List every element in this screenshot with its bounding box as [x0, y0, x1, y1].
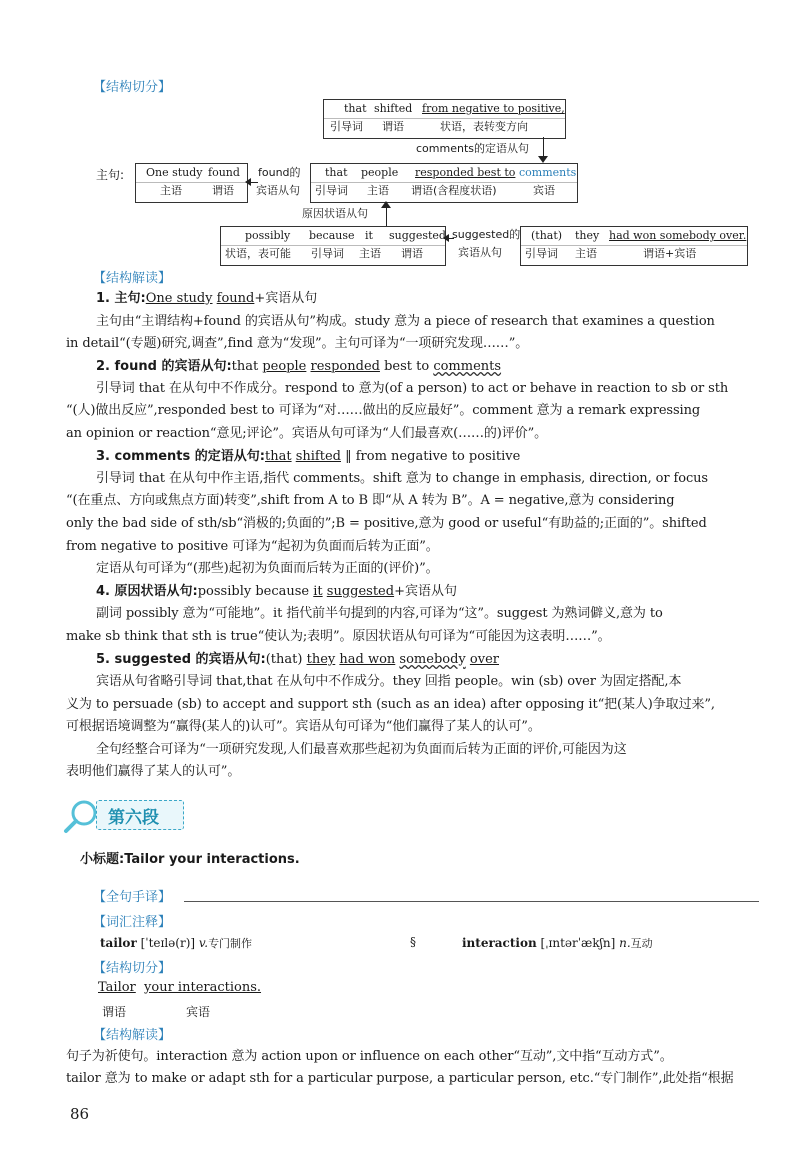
main-clause-label: 主句:: [96, 168, 125, 182]
heading-object-clause: [96, 356, 501, 378]
clause-role: 引导词: [315, 184, 348, 197]
struct-tag-2: 【结构切分】: [93, 961, 172, 976]
heading-verb: had won: [339, 652, 396, 667]
paragraph-line: “(人)做出反应”,responded best to 可译为“对……做出的反应最好”。comment 意为 a remark expressing: [66, 403, 701, 418]
main-clause-box: [135, 163, 248, 203]
heading-num: 4. 原因状语从句:: [96, 584, 198, 599]
heading-main-clause: [96, 288, 317, 310]
heading-subject: people: [262, 359, 307, 374]
vocab-word: interaction: [462, 936, 537, 950]
heading-suggested-clause: [96, 649, 499, 671]
vocab-phonetic: [ˌɪntərˈækʃn]: [540, 936, 616, 950]
arrow-label-reason: 原因状语从句: [302, 207, 368, 220]
suggested-clause-box: [520, 226, 748, 266]
vocab-phonetic: [ˈteɪlə(r)]: [140, 936, 196, 950]
clause-word: from negative to positive,: [422, 102, 565, 115]
clause-role: 主语: [359, 247, 381, 260]
vocab-meaning: 互动: [630, 937, 653, 950]
subtitle: 小标题:Tailor your interactions.: [80, 852, 300, 867]
heading-word: best to: [379, 359, 434, 374]
segment-words: [98, 980, 261, 995]
paragraph-line: 定语从句可译为“(那些)起初为负面而后转为正面的(评价)”。: [96, 561, 439, 576]
clause-word: it: [365, 229, 373, 242]
clause-role: 状语，表转变方向: [440, 120, 528, 133]
clause-word: (that): [531, 229, 563, 242]
paragraph-line: 副词 possibly 意为“可能地”。it 指代前半句提到的内容,可译为“这”。suggest 为熟词僻义,意为 to: [96, 606, 663, 621]
heading-num: 3. comments 的定语从句:: [96, 449, 265, 464]
connector-role: 宾语从句: [458, 246, 502, 259]
translation-tag: 【全句手译】: [93, 890, 172, 905]
heading-verb: found: [216, 291, 255, 306]
heading-subject: they: [306, 652, 336, 667]
paragraph-line: make sb think that sth is true“使认为;表明”。原因状语从句可译为“可能因为这表明……”。: [66, 629, 611, 644]
paragraph-line: in detail“(专题)研究,调查”,find 意为“发现”。主句可译为“一项研究发现……”。: [66, 336, 529, 351]
paragraph-line: 引导词 that 在从句中作主语,指代 comments。shift 意为 to change in emphasis, direction, or focus: [96, 471, 708, 486]
connector-role: 宾语从句: [256, 184, 300, 197]
vocab-meaning: 专门制作: [208, 937, 253, 950]
heading-reason-clause: [96, 581, 457, 603]
clause-word: that: [344, 102, 367, 115]
clause-word: that: [325, 166, 348, 179]
heading-rest: ‖ from negative to positive: [340, 449, 521, 464]
clause-role: 谓语: [401, 247, 423, 260]
clause-role: 谓语+宾语: [643, 247, 697, 260]
vocab-tag: 【词汇注释】: [93, 915, 172, 930]
paragraph-line: tailor 意为 to make or adapt sth for a particular purpose, a particular person, etc.“专门制作”,此处指“根据: [66, 1071, 734, 1086]
object-clause-box: [310, 163, 578, 203]
section-title: 第六段: [108, 808, 159, 828]
clause-word: found: [208, 166, 240, 179]
page-number: 86: [70, 1105, 90, 1123]
heading-word: possibly because: [197, 584, 314, 599]
vocab-pos: n.: [619, 936, 631, 950]
segment-role: 谓语: [102, 1005, 127, 1019]
explain-tag-2: 【结构解读】: [93, 1028, 172, 1043]
paragraph-line: 句子为祈使句。interaction 意为 action upon or influence on each other“互动”,文中指“互动方式”。: [66, 1049, 673, 1064]
heading-subject: it: [313, 584, 323, 599]
paragraph-line: an opinion or reaction“意见;评论”。宾语从句可译为“人们最喜欢(……的)评价”。: [66, 426, 548, 441]
clause-role: 谓语(含程度状语): [411, 184, 497, 197]
clause-role: 宾语: [533, 184, 555, 197]
paragraph-line: 宾语从句省略引导词 that,that 在从句中不作成分。they 回指 people。win (sb) over 为固定搭配,本: [96, 674, 682, 689]
heading-word: that: [231, 359, 263, 374]
segment-word: Tailor: [98, 980, 136, 995]
heading-rest: +宾语从句: [394, 584, 457, 599]
heading-object: comments: [433, 359, 502, 374]
clause-role: 主语: [367, 184, 389, 197]
paragraph-line: from negative to positive 可译为“起初为负面而后转为正面”。: [66, 539, 439, 554]
heading-verb: shifted: [295, 449, 341, 464]
heading-verb: suggested: [326, 584, 395, 599]
reason-clause-box: [220, 226, 446, 266]
clause-role: 谓语: [212, 184, 234, 197]
segment-word: your interactions.: [144, 980, 262, 995]
heading-subject: One study: [145, 291, 213, 306]
heading-subject: that: [265, 449, 292, 464]
vocab-entry-tailor: [100, 935, 252, 951]
heading-word: (that): [265, 652, 307, 667]
section-header: [62, 797, 192, 835]
paragraph-line: 引导词 that 在从句中不作成分。respond to 意为(of a person) to act or behave in reaction to sb or sth: [96, 381, 729, 396]
clause-word: suggested: [389, 229, 446, 242]
arrow-label-attributive: comments的定语从句: [416, 142, 529, 155]
clause-role: 谓语: [382, 120, 404, 133]
heading-num: 1. 主句:: [96, 291, 146, 306]
paragraph-line: only the bad side of sth/sb“消极的;负面的”;B = positive,意为 good or useful“有助益的;正面的”。shifted: [66, 516, 707, 531]
heading-verb: responded: [310, 359, 380, 374]
paragraph-line: 可根据语境调整为“赢得(某人的)认可”。宾语从句可译为“他们赢得了某人的认可”。: [66, 719, 541, 734]
heading-num: 5. suggested 的宾语从句:: [96, 652, 266, 667]
clause-role: 主语: [575, 247, 597, 260]
clause-word-comments: comments: [519, 166, 577, 179]
paragraph-line: 主句由“主谓结构+found 的宾语从句”构成。study 意为 a piece of research that examines a question: [96, 314, 715, 329]
struct-tag: 【结构切分】: [93, 80, 172, 95]
translation-blank-line: [184, 901, 759, 902]
clause-word: had won somebody over.: [609, 229, 747, 242]
clause-word: possibly: [245, 229, 291, 242]
clause-word: because: [309, 229, 355, 242]
segment-role: 宾语: [186, 1005, 211, 1019]
relative-clause-box: [323, 99, 566, 139]
heading-rest: +宾语从句: [254, 291, 318, 306]
heading-attributive-clause: [96, 446, 520, 468]
clause-word: shifted: [374, 102, 413, 115]
connector-word: suggested的: [452, 228, 521, 241]
vocab-separator: §: [410, 935, 416, 949]
paragraph-line: 全句经整合可译为“一项研究发现,人们最喜欢那些起初为负面而后转为正面的评价,可能因为这: [96, 742, 627, 757]
explain-tag: 【结构解读】: [93, 271, 172, 286]
vocab-entry-interaction: [462, 935, 653, 951]
heading-verb: over: [469, 652, 499, 667]
heading-num: 2. found 的宾语从句:: [96, 359, 232, 374]
vocab-pos: v.: [198, 936, 209, 950]
clause-role: 引导词: [525, 247, 558, 260]
paragraph-line: 表明他们赢得了某人的认可”。: [66, 764, 241, 779]
connector-word: found的: [258, 166, 301, 179]
clause-role: 主语: [160, 184, 182, 197]
paragraph-line: 义为 to persuade (sb) to accept and support sth (such as an idea) after opposing it“把(某人)争取过来”,: [66, 697, 715, 712]
clause-role: 状语，表可能: [225, 247, 291, 260]
clause-word: One study: [146, 166, 203, 179]
vocab-word: tailor: [100, 936, 137, 950]
heading-object: somebody: [399, 652, 466, 667]
clause-word: responded best to: [415, 166, 516, 179]
clause-role: 引导词: [330, 120, 363, 133]
clause-word: they: [575, 229, 600, 242]
clause-word: people: [361, 166, 399, 179]
paragraph-line: “(在重点、方向或焦点方面)转变”,shift from A to B 即“从 A 转为 B”。A = negative,意为 considering: [66, 493, 675, 508]
clause-role: 引导词: [311, 247, 344, 260]
